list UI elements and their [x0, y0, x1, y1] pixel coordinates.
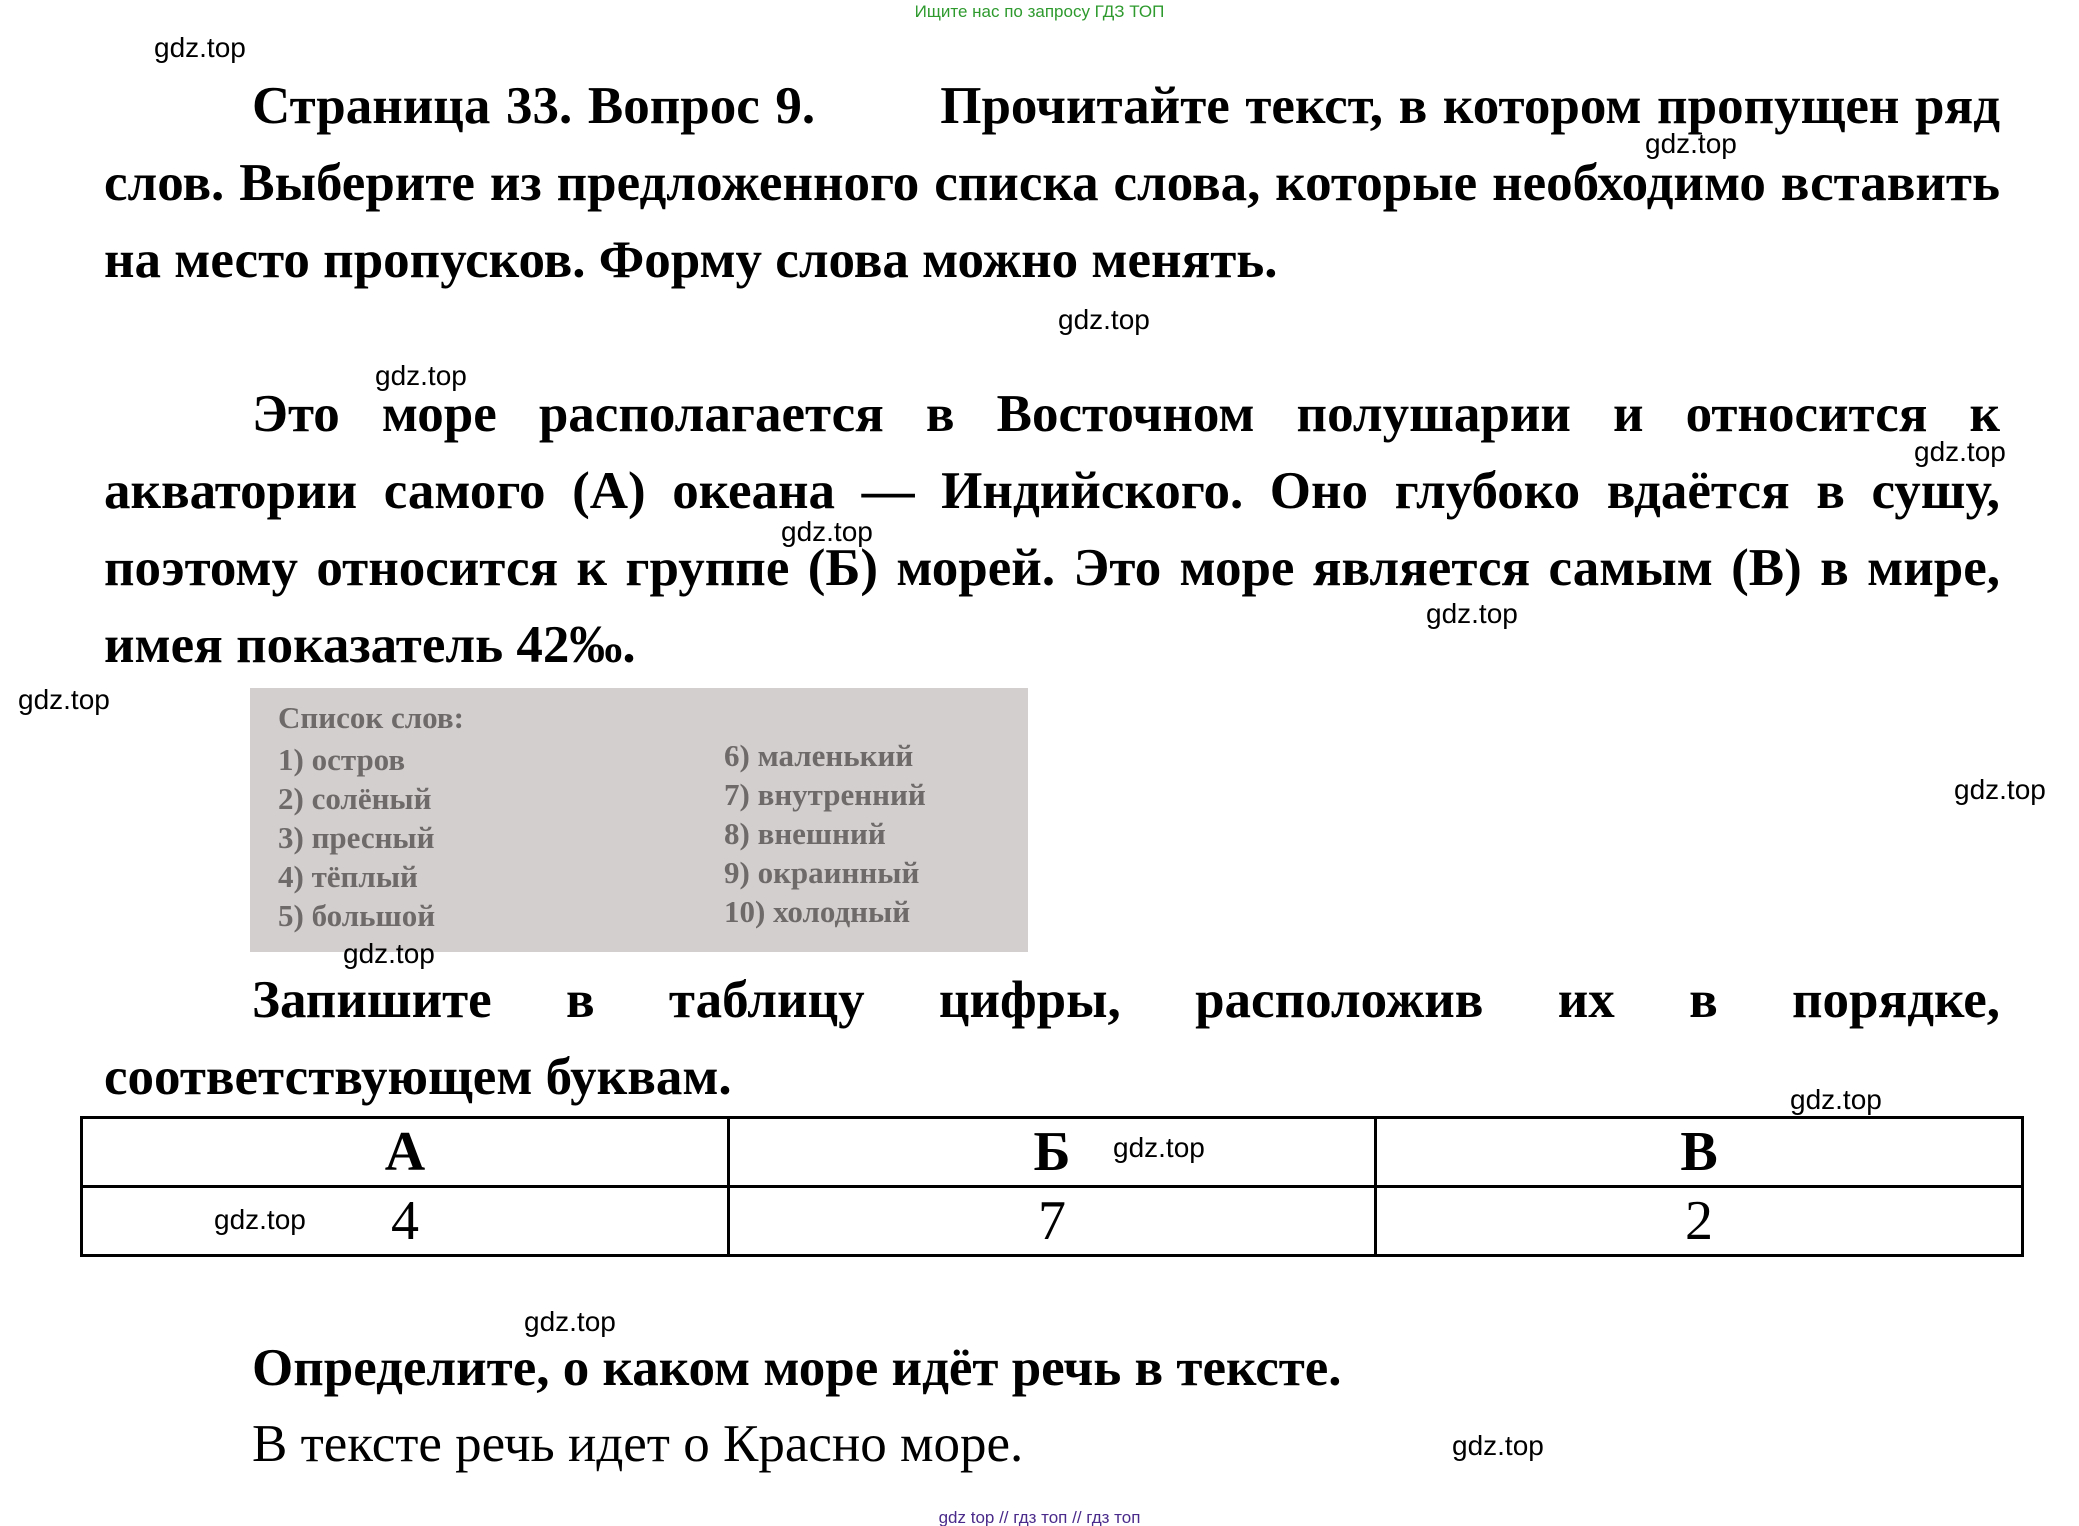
table-instruction-paragraph [104, 962, 2000, 1116]
sea-text: Это море располагается в Восточном полушарии и относится к акватории самого (А) океана — Индийского. Оно глубоко вдаётся в сушу, поэтому относится к группе (Б) морей. Это море является самым (В) в мире, имея показатель 42‰. [104, 385, 2000, 674]
watermark: gdz.top [343, 938, 435, 969]
footer-links[interactable]: gdz top // гдз топ // гдз топ [938, 1508, 1141, 1526]
word-list-box [250, 688, 1028, 952]
question-title: Страница 33. Вопрос 9. [252, 77, 816, 135]
word-list-item: 3) пресный [278, 820, 435, 855]
table-header-row [82, 1118, 2023, 1187]
watermark: gdz.top [1113, 1132, 1205, 1163]
word-list-title: Список слов: [278, 700, 464, 735]
table-row [82, 1187, 2023, 1256]
watermark: gdz.top [375, 360, 467, 391]
word-list-item: 1) остров [278, 742, 406, 777]
table-header-cell: Б [729, 1118, 1376, 1187]
watermark: gdz.top [1452, 1430, 1544, 1461]
watermark: gdz.top [18, 684, 110, 715]
top-search-link[interactable]: Ищите нас по запросу ГДЗ ТОП [914, 2, 1165, 21]
word-list-item: 10) холодный [724, 894, 911, 929]
task-paragraph [104, 68, 2000, 299]
table-instruction: Запишите в таблицу цифры, расположив их в порядке, соответствующем буквам. [104, 971, 2000, 1106]
watermark: gdz.top [154, 32, 246, 63]
table-header-cell: В [1376, 1118, 2023, 1187]
watermark: gdz.top [1058, 304, 1150, 335]
answer-table [80, 1116, 2024, 1257]
watermark: gdz.top [781, 516, 873, 547]
watermark: gdz.top [1426, 598, 1518, 629]
watermark: gdz.top [1954, 774, 2046, 805]
word-list-item: 9) окраинный [724, 855, 920, 890]
question-2: Определите, о каком море идёт речь в тексте. [252, 1339, 1342, 1397]
watermark: gdz.top [1790, 1084, 1882, 1115]
word-list-column-1 [278, 740, 435, 935]
answer-2: В тексте речь идет о Красно море. [252, 1415, 1024, 1473]
watermark: gdz.top [1914, 436, 2006, 467]
word-list-item: 6) маленький [724, 738, 914, 773]
task-text: Прочитайте текст, в котором пропущен ряд слов. Выберите из предложенного списка слова, которые необходимо вставить на место пропусков. Форму слова можно менять. [104, 77, 2001, 289]
watermark: gdz.top [524, 1306, 616, 1337]
watermark: gdz.top [214, 1204, 306, 1235]
table-value-cell: 7 [729, 1187, 1376, 1256]
word-list-item: 2) солёный [278, 781, 432, 816]
watermark: gdz.top [1645, 128, 1737, 159]
table-value-cell: 4 [82, 1187, 729, 1256]
word-list-item: 4) тёплый [278, 859, 418, 894]
word-list-item: 5) большой [278, 898, 436, 933]
word-list-column-2 [724, 736, 926, 931]
word-list-item: 7) внутренний [724, 777, 926, 812]
table-value-cell: 2 [1376, 1187, 2023, 1256]
table-header-cell: А [82, 1118, 729, 1187]
word-list-item: 8) внешний [724, 816, 886, 851]
sea-text-paragraph [104, 376, 2000, 684]
